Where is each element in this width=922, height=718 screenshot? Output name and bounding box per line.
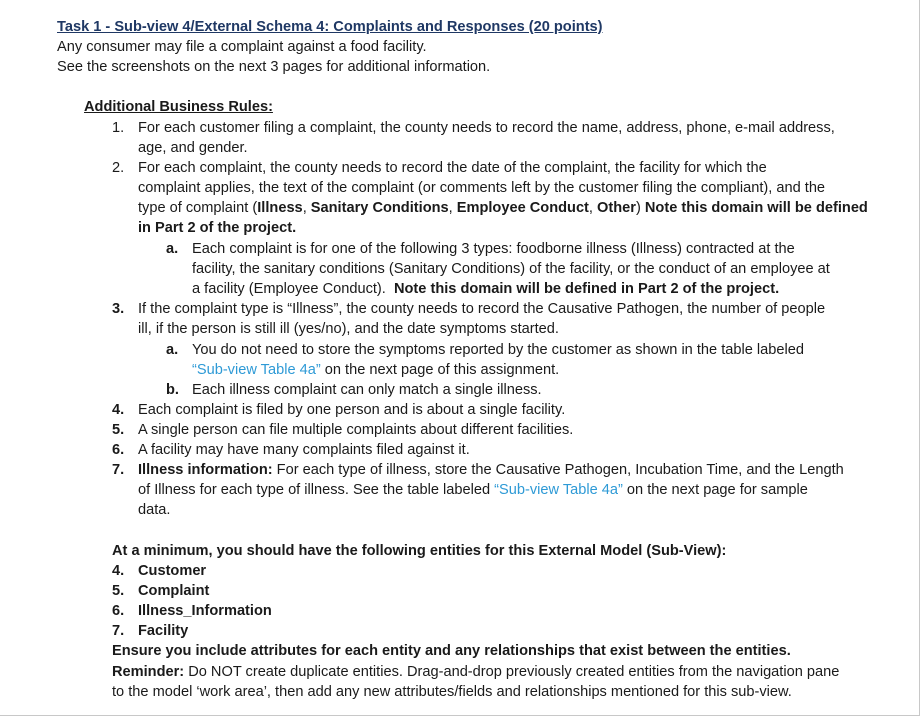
rule-5-line-1: A single person can file multiple complaints about different facilities. <box>138 422 574 438</box>
rule-2a-line-1: Each complaint is for one of the following 3 types: foodborne illness (Illness) contracted at the <box>192 241 795 257</box>
rule-3-line-2: ill, if the person is still ill (yes/no), and the date symptoms started. <box>138 321 559 337</box>
illness-info-label: Illness information: <box>138 462 273 478</box>
rule-7-text-2: of Illness for each type of illness. See the table labeled <box>138 482 495 498</box>
entity-number: 4. <box>112 563 125 579</box>
entity-complaint: Complaint <box>138 583 210 599</box>
separator: , <box>448 200 457 216</box>
rule-3b-line-1: Each illness complaint can only match a single illness. <box>192 382 542 398</box>
close-paren: ) <box>635 200 645 216</box>
rule-2-line-4: in Part 2 of the project. <box>138 220 297 236</box>
reminder-label: Reminder: <box>112 664 185 680</box>
rule-7-line-3: data. <box>138 502 171 518</box>
type-sanitary-conditions: Sanitary Conditions <box>310 200 449 216</box>
rule-2a-note: Note this domain will be defined in Part 2 of the project. <box>393 281 780 297</box>
type-illness: Illness <box>257 200 303 216</box>
task-title: Task 1 - Sub-view 4/External Schema 4: Complaints and Responses (20 points) <box>57 19 603 35</box>
reminder-line-1 <box>112 662 839 682</box>
rule-2-line-3 <box>138 198 868 218</box>
rule-7-line-2 <box>138 480 808 500</box>
rule-7-text-3: on the next page for sample <box>622 482 808 498</box>
domain-note: Note this domain will be defined <box>644 200 868 216</box>
rule-3b-letter: b. <box>166 382 179 398</box>
rules-heading: Additional Business Rules: <box>84 99 273 115</box>
intro-line-1: Any consumer may file a complaint against a food facility. <box>57 39 427 55</box>
rule-2-line-2: complaint applies, the text of the complaint (or comments left by the customer filing the compliant), and the <box>138 180 826 196</box>
entity-number: 6. <box>112 603 125 619</box>
rule-3a-letter: a. <box>166 342 179 358</box>
entities-heading: At a minimum, you should have the following entities for this External Model (Sub-View): <box>112 543 727 559</box>
rule-7-line-1 <box>138 460 844 480</box>
rule-6-line-1: A facility may have many complaints filed against it. <box>138 442 470 458</box>
rule-2-number: 2. <box>112 160 125 176</box>
entity-facility: Facility <box>138 623 189 639</box>
rule-2a-text: a facility (Employee Conduct). <box>192 281 394 297</box>
reminder-text: Do NOT create duplicate entities. Drag-and-drop previously created entities from the navigation pane <box>184 664 840 680</box>
type-other: Other <box>597 200 636 216</box>
type-employee-conduct: Employee Conduct <box>456 200 589 216</box>
rule-5-number: 5. <box>112 422 125 438</box>
intro-line-2: See the screenshots on the next 3 pages for additional information. <box>57 59 491 75</box>
subview-table-4a-link[interactable]: “Sub-view Table 4a” <box>192 362 321 378</box>
rule-7-text: For each type of illness, store the Causative Pathogen, Incubation Time, and the Length <box>272 462 844 478</box>
reminder-line-2: to the model ‘work area’, then add any new attributes/fields and relationships mentioned for this sub-view. <box>112 684 792 700</box>
rule-2-type-prefix: type of complaint ( <box>138 200 258 216</box>
entity-customer: Customer <box>138 563 207 579</box>
rule-2a-letter: a. <box>166 241 179 257</box>
rule-3a-line-2 <box>192 360 559 380</box>
rule-3-number: 3. <box>112 301 125 317</box>
entity-number: 7. <box>112 623 125 639</box>
rule-2a-line-3 <box>192 279 779 299</box>
rule-1-line-2: age, and gender. <box>138 140 248 156</box>
rule-4-line-1: Each complaint is filed by one person and is about a single facility. <box>138 402 566 418</box>
rule-6-number: 6. <box>112 442 125 458</box>
separator: , <box>302 200 311 216</box>
rule-7-number: 7. <box>112 462 125 478</box>
ensure-note: Ensure you include attributes for each entity and any relationships that exist between the entities. <box>112 643 791 659</box>
rule-3a-line-1: You do not need to store the symptoms reported by the customer as shown in the table labeled <box>192 342 804 358</box>
rule-2a-line-2: facility, the sanitary conditions (Sanitary Conditions) of the facility, or the conduct of an employee at <box>192 261 830 277</box>
entity-illness-information: Illness_Information <box>138 603 272 619</box>
rule-1-line-1: For each customer filing a complaint, the county needs to record the name, address, phone, e-mail address, <box>138 120 835 136</box>
entity-number: 5. <box>112 583 125 599</box>
rule-4-number: 4. <box>112 402 125 418</box>
separator: , <box>588 200 598 216</box>
rule-2-line-1: For each complaint, the county needs to record the date of the complaint, the facility for which the <box>138 160 767 176</box>
subview-table-4a-link[interactable]: “Sub-view Table 4a” <box>494 482 623 498</box>
rule-3a-rest: on the next page of this assignment. <box>320 362 560 378</box>
rule-1-number: 1. <box>112 120 125 136</box>
rule-3-line-1: If the complaint type is “Illness”, the county needs to record the Causative Pathogen, the number of people <box>138 301 826 317</box>
